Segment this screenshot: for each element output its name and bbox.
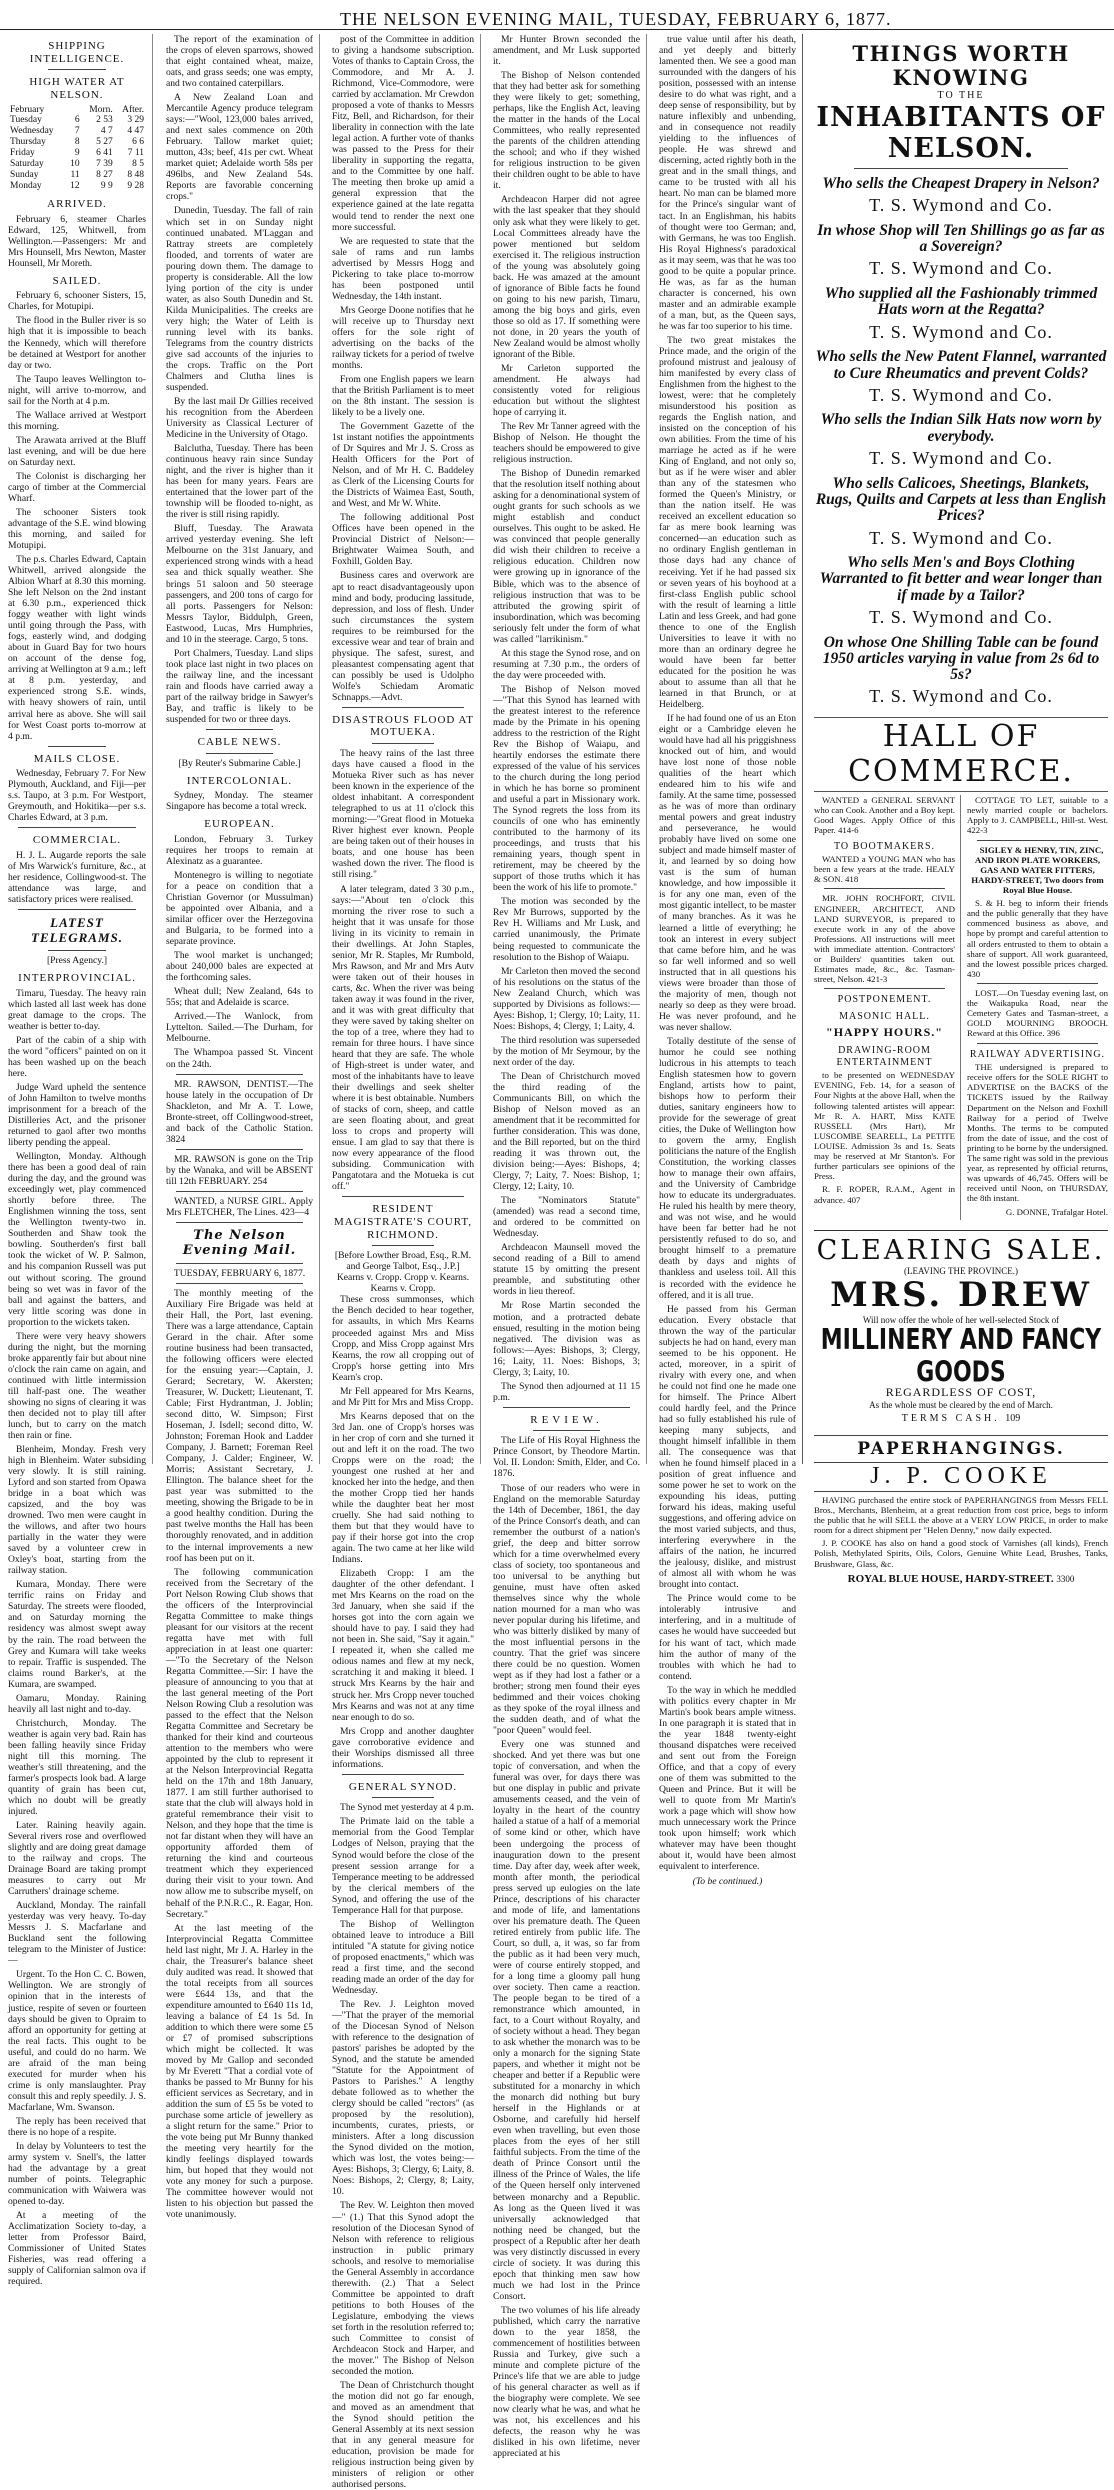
masonic-hall-heading: MASONIC HALL. xyxy=(839,1010,930,1022)
review-paragraph: The two volumes of his life already published, which carry the narrative down to the year 1858, the commencement of hostilities between Russia and Turkey, give such a minute and complete picture of the Prince's life that we are able to judge of his general character as well as if the biography were complete. We see now clearly what he was, and what he was not, his excellences and his defects, the reason why he was disliked in his own lifetime, never appreciated at his xyxy=(493,2304,640,2460)
tide-table xyxy=(8,105,146,192)
synod-paragraph: At this stage the Synod rose, and on resuming at 7.30 p.m., the orders of the day were proceeded with. xyxy=(493,647,640,681)
court-paragraph: Mr Fell appeared for Mrs Kearns, and Mr Pitt for Mrs and Miss Cropp. xyxy=(332,1385,474,1408)
arrived-heading: ARRIVED. xyxy=(47,197,107,210)
things-worth-knowing-heading: THINGS WORTH KNOWING xyxy=(852,41,1070,91)
ad-answer: T. S. Wymond and Co. xyxy=(869,527,1053,548)
shipping-paragraph: The Taupo leaves Wellington to-night, will arrive to-morrow, and sail for the North at 4 p.m. xyxy=(8,373,146,407)
article-paragraph: A New Zealand Loan and Mercantile Agency produce telegram says:—"Wool, 123,000 bales arrived, and next sales commence on 20th February. Tallow market quiet; mutton, 43s; beef, 41s per cwt. Wheat market quiet; Adelaide worth 58s per 496lbs, and New Zealand 54s. Reports are favorable concerning crops." xyxy=(166,92,313,203)
telegram-paragraph: The reply has been received that there is no hope of a respite. xyxy=(8,2115,146,2138)
drawing-room-heading: DRAWING-ROOM ENTERTAINMENT xyxy=(836,1045,933,1068)
synod-heading: GENERAL SYNOD. xyxy=(348,1780,458,1793)
european-paragraph: The Whampoa passed St. Vincent on the 24th. xyxy=(166,1047,313,1070)
shipping-paragraph: The p.s. Charles Edward, Captain Whitwell, arrived alongside the Albion Wharf at 8.30 this morning. She left Nelson on the 2nd instant at 6.30 p.m., experienced thick foggy weather with light winds until going through the Pass, with fogs, easterly wind, and dodging about in Guard Bay for two hours on account of the dense fog, arriving at Wellington at 9 a.m.; left at 8 p.m. yesterday, and experienced strong S.E. winds, with heavy showers of rain, until arrival here as above. She will sail for West Coast ports to-morrow at 4 p.m. xyxy=(8,554,146,742)
telegram-paragraph: Wellington, Monday. Although there has been a good deal of rain during the day, and the ground was exceedingly wet, play commenced shortly before three. The Englishmen winning the toss, sent the Wellington twenty-two in. Southerden and Shaw took the bowling. Southerden's first ball took the wicket of W. P. Salmon, and his companion Russell was put out without scoring. The ground being so wet was in favor of the ball and against the batters, and very little scoring was done in proportion to the wickets taken. xyxy=(8,1151,146,1328)
mails-heading: MAILS CLOSE. xyxy=(33,752,121,765)
ads-left xyxy=(814,795,961,1220)
press-agency: [Press Agency.] xyxy=(46,955,108,967)
classified-ad: MR. RAWSON, DENTIST.—The house lately in the occupation of Dr Shackleton, and Mr A. T. Lowe, Bronte-street, off Collingwood-street, and back of the Catholic Station. 3824 xyxy=(166,1078,313,1145)
commercial-heading: COMMERCIAL. xyxy=(32,834,122,847)
european-paragraph: Wheat dull; New Zealand, 64s to 55s; that and Adelaide is scarce. xyxy=(166,986,313,1009)
telegram-paragraph: Auckland, Monday. The rainfall yesterday was very heavy. To-day Messrs J. S. Macfarlane and Buckland sent the following telegram to the Minister of Justice:— xyxy=(8,1900,146,1967)
review-paragraph: Those of our readers who were in England on the memorable Saturday the 14th of December, 1861, the day of the Prince Consort's death, and can remember the outburst of a nation's grief, the deep and bitter sorrow which for a time overwhelmed every class of society, too spontaneous and too universal to be anything but genuine, must have often asked themselves since why the whole nation mourned for a man who was never popular during his lifetime, and who was bitterly disliked by many of the most influential persons in the country. That the grief was sincere there could be no question. Women wept as if they had lost a father or a brother; strong men found their eyes bedimmed and their voices choking as they spoke of the royal illness and the sudden death, and of what the "poor Queen" would feel. xyxy=(493,1482,640,1737)
classified-ad: WANTED a GENERAL SERVANT who can Cook. Another and a Boy kept. Good Wages. Apply Office of this Paper. 414-6 xyxy=(814,795,955,836)
editorial-paragraph: At the last meeting of the Interprovincial Regatta Committee held last night, Mr J. A. Harley in the chair, the Treasurer's balance sheet duly audited was read. It showed that the total receipts from all sources were £644 13s, and that the expenditure amounted to £640 11s 1d, leaving a balance of £4 1s 5d. In addition to which there were some £5 or £7 of promised subscriptions which might be collected. It was moved by Mr Gallop and seconded by Mr Everett "That a cordial vote of thanks be passed to Mr Bunny for his efficient services as Secretary, and in addition the sum of £5 5s be voted to purchase some article of jewellery as a slight return for the same." Prior to the vote being put Mr Bunny thanked the meeting very heartily for the kindly feelings displayed towards him, but hoped that they would not vote any money for such a purpose. The committee however would not listen to his objection but passed the vote unanimously. xyxy=(166,1922,313,2221)
synod-paragraph: Mr Carleton supported the amendment. He always had consistently voted for religious education but without the slightest hope of carrying it. xyxy=(493,362,640,419)
classified-ad: MR. JOHN ROCHFORT, CIVIL ENGINEER, ARCHITECT, AND LAND SURVEYOR, is prepared to execute work in any of the above Professions. All instructions will meet with immediate attention. Contractors' or Builders' quantities taken out. Estimates made, &c., &c. Tasman-street, Nelson. 421-3 xyxy=(814,893,955,985)
synod-paragraph: The Dean of Christchurch moved the third reading of the Communicants Bill, on which the Bishop of Nelson moved as an amendment that it be recommitted for further consideration. This was done, and the Bill reported, but on the third reading it was thrown out, the division being:—Ayes: Bishops, 4; Clergy, 7; Laity, 7. Noes: Bishop, 1; Clergy, 12; Laity, 10. xyxy=(493,1070,640,1193)
tide-row: Tuesday 6 2 53 3 29 xyxy=(10,115,144,126)
classified-ad: COTTAGE TO LET, suitable to a newly married couple or bachelors. Apply to J. CAMPBELL, Hill-st. West. 422-3 xyxy=(967,795,1108,836)
synod-paragraph: The third resolution was superseded by the motion of Mr Seymour, by the next order of the day. xyxy=(493,1034,640,1068)
tide-header-row xyxy=(8,105,146,116)
to-be-continued: (To be continued.) xyxy=(692,1876,763,1888)
tide-row: Monday 12 9 9 9 28 xyxy=(10,181,144,192)
tide-row: Saturday 10 7 39 8 5 xyxy=(10,159,144,170)
high-water-heading: HIGH WATER AT NELSON. xyxy=(29,76,125,101)
article-paragraph: We are requested to state that the sale of rams and run lambs advertised by Messrs Hogg and Pickering to take place to-morrow has been postponed until Wednesday, the 14th instant. xyxy=(332,235,474,302)
cable-agency: [By Reuter's Submarine Cable.] xyxy=(178,757,301,769)
synod-paragraph: Mr Carleton then moved the second of his resolutions on the status of the New Zealand Church, which was supported by Divisions as follows:—Ayes: Bishop, 1; Clergy, 10; Laity, 11. Noes: Bishops, 4; Clergy, 1; Laity, 4. xyxy=(493,965,640,1032)
review-paragraph: Every one was stunned and shocked. And yet there was but one topic of conversation, and when the funeral was over, for days there was but one display in public and private amusements ceased, and the vein of loyalty in the heart of the country hailed a statue of a half of a memorial of some kind or other, which have been undergoing the process of inauguration down to the present time. Day after day, week after week, month after month, the periodical press served up eulogies on the late Prince, descriptions of his character and mode of life, and lamentations over his premature death. The Queen retired entirely from public life. The Court, so dull, a, it was, so far from the public as it had been very much, were of course entirely stopped, and for a long time a gloomy pall hung over society. Then came a reaction. The people began to be tired of a remonstrance which amounted, in fact, to a Court without Royalty, and of society without a head. They began to ask whether the monarch was to be only a monarch for the signing State papers, and whether it might not be cheaper and better if a Republic were substituted for a monarchy in which the monarch did nothing but bury herself in the Highlands or at Osborne, and carefully hid herself even when travelling, but even those places from the eyes of her still faithful subjects. From the time of the death of Prince Consort until the illness of the Prince of Wales, the life of the Queen herself only intervened between monarchy and a Republic. As long as the Queen lived it was universally acknowledged that nothing need be changed, but the prospect of a Republic after her death was very distinctly discussed in every circle of society. It was during this epoch that thinking men saw how much we had lost in the Prince Consort. xyxy=(493,1739,640,2302)
article-paragraph: Balclutha, Tuesday. There has been continuous heavy rain since Sunday night, and the river is higher than it has been for many years. Fears are entertained that the lower part of the township will be flooded to-night, as the river is still rising rapidly. xyxy=(166,443,313,521)
telegrams-heading: LATEST TELEGRAMS. xyxy=(31,915,123,946)
railway-signature: G. DONNE, Trafalgar Hotel. xyxy=(1005,1206,1108,1217)
ad-answer: T. S. Wymond and Co. xyxy=(869,384,1053,405)
drawing-room-agent: R. F. ROPER, R.A.M., Agent in advance. 407 xyxy=(814,1184,955,1205)
tide-row: Thursday 8 5 27 6 6 xyxy=(10,137,144,148)
ad-answer: T. S. Wymond and Co. xyxy=(869,195,1053,216)
european-paragraph: Arrived.—The Wanlock, from Lyttelton. Sailed.—The Durham, for Melbourne. xyxy=(166,1011,313,1045)
cooke-heading: J. P. COOKE xyxy=(814,1462,1108,1492)
classified-ad: WANTED a YOUNG MAN who has been a few years at the trade. HEALY & SON. 418 xyxy=(814,854,955,885)
column-1 xyxy=(8,34,153,2288)
millinery-heading: MILLINERY AND FANCY GOODS xyxy=(820,1323,1102,1390)
synod-paragraph: Archdeacon Harper did not agree with the last speaker that they should only ask what they were likely to get. Local Committees already have the power mentioned but seldom exercised it. The religious instruction of the young was absolutely going back. He was amazed at the amount of ignorance of Bible facts he found on going to his new parish, Timaru, among the big boys and girls, even those so old as 17. If something were not done, in 20 years the youth of New Zealand would be almost wholly ignorant of the Bible. xyxy=(493,194,640,360)
article-paragraph: Port Chalmers, Tuesday. Land slips took place last night in two places on the railway line, and the incessant rain and floods have carried away a part of the railway bridge in Sawyer's Bay, and traffic is likely to be suspended for two or three days. xyxy=(166,647,313,725)
tide-row: Sunday 11 8 27 8 48 xyxy=(10,170,144,181)
synod-paragraph: The Synod then adjourned at 11 15 p.m. xyxy=(493,1380,640,1403)
ad-number: 423—4 xyxy=(280,1206,310,1218)
synod-paragraph: The Bishop of Wellington obtained leave to introduce a Bill intituled "A statute for giving notice of proposed enactments," which was read a first time, and the second reading made an order of the day for Wednesday. xyxy=(332,1918,474,1996)
article-paragraph: Bluff, Tuesday. The Arawata arrived yesterday evening. She left Melbourne on the 31st January, and experienced strong winds with a head sea and thick squally weather. She brings 51 saloon and 50 steerage passengers, and 200 tons of cargo for all ports. Passengers for Nelson: Messrs Taylor, Biddulph, Green, Eastwood, Lucas, Mrs Humphries, and 10 in the steerage. Cargo, 5 tons. xyxy=(166,523,313,645)
european-paragraph: London, February 3. Turkey requires her troops to remain at Alexinatz as a guarantee. xyxy=(166,833,313,867)
article-paragraph: Business cares and overwork are apt to react disadvantageously upon mind and body, producing lassitude, depression, and loss of flesh. Under such circumstances the system requires to be reimbursed for the excessive wear and tear of brain and physique. The safest, surest, and pleasantest compensating agent that can possibly be used is Udolpho Wolfe's Schiedam Aromatic Schnapps.—Advt. xyxy=(332,570,474,703)
column-3 xyxy=(326,34,481,2490)
review-paragraph: He passed from his German education. Every obstacle that thrown the way of the particular subjects he had on hand, every man seemed to be his opponent. He acted, moreover, in a spirit of rivalry with every one, and when he could not find one he made one for himself. The Prince Albert could hardly feel, and the Prince had so fully established his rule of keeping many subjects, and thought himself infallible in them all. The consequence was that when he found himself placed in a position of great influence and some power he set to work on the expounding his ideas, putting forward his ideas, making useful suggestions, and offering advice on the most varied subjects, and thus, interfering everywhere in the affairs of the nation, he incurred the jealousy, dislike, and mistrust of almost all with whom he was brought into contact. xyxy=(659,1303,796,1591)
newspaper-title: THE NELSON EVENING MAIL, TUESDAY, FEBRUARY 6, 1877. xyxy=(340,9,892,29)
railway-heading: RAILWAY ADVERTISING. xyxy=(969,1048,1106,1060)
royal-blue-house: ROYAL BLUE HOUSE, HARDY-STREET. 3300 xyxy=(847,1572,1075,1585)
telegram-paragraph: Kumara, Monday. There were terrific rains on Friday and Saturday. The streets were flooded, and on Saturday morning the residency was almost swept away by the rain. The road between the Grey and Kumara will take weeks to repair. Traffic is suspended. The claims round Barker's, at the Kumara, are swamped. xyxy=(8,1579,146,1690)
tide-row: Wednesday 7 4 7 4 47 xyxy=(10,126,144,137)
review-paragraph: Totally destitute of the sense of humor he could see nothing ludicrous in his attempts to teach English statesmen how to govern England, artists how to paint, bishops how to perform their duties, sanitary engineers how to provide for the sewerage of great cities, the Duke of Wellington how to govern the army, English politicians the nature of the English Constitution, the working classes how to manage their own affairs, and the University of Cambridge how to educate its undergraduates. He ruled his health by mere theory, and was not wise, and he would have been far better had he not persistently refused to do so, and brought himself to a premature death by days and nights of thankless and useless toil. All this is recorded with the evidence he offered, and it is all true. xyxy=(659,1035,796,1301)
ad-number: 3824 xyxy=(166,1133,186,1145)
column-4 xyxy=(487,34,647,2460)
ad-question: In whose Shop will Ten Shillings go as far as a Sovereign? xyxy=(817,221,1105,256)
synod-paragraph: The Rev. J. Leighton moved—"That the prayer of the memorial of the Diocesan Synod of Nelson with reference to the designation of pastors' parishes be adopted by the Synod, and the statute be amended "Statute for the Appointment of Pastors to Parishes." A lengthy debate followed as to whether the clergy should be called "rectors" (as proposed by the resolution), incumbents, curates, priests, or ministers. After a long discussion the Synod divided on the motion, which was lost, the votes being:—Ayes: Bishops, 3; Clergy, 6; Laity, 8. Noes: Bishops, 2; Clergy, 8; Laity, 10. xyxy=(332,1998,474,2198)
synod-paragraph: Mr Rose Martin seconded the motion, and a protracted debate ensued, resulting in the motion being negatived. The division was as follows:—Ayes: Bishops, 3; Clergy, 16; Laity, 11. Noes: Bishops, 3; Clergy, 3; Laity, 10. xyxy=(493,1300,640,1378)
flood-heading: DISASTROUS FLOOD AT MOTUEKA. xyxy=(332,713,474,739)
cleared-text: As the whole must be cleared by the end of March. xyxy=(869,1399,1053,1410)
synod-paragraph: The Primate laid on the table a memorial from the Good Templar Lodges of Nelson, praying that the Synod would before the close of the present session arrange for a Temperance meeting to be addressed by the clerical members of the Synod, and offering the use of the Temperance Hall for that purpose. xyxy=(332,1816,474,1916)
telegram-paragraph: Part of the cabin of a ship with the word "officers" painted on on it has been washed up on the beach here. xyxy=(8,1034,146,1079)
court-paragraph: Elizabeth Cropp: I am the daughter of the other defendant. I met Mrs Kearns on the road on the 3rd January, when she said if the horses got into the corn again we should have to pay. I said they had not been in. She said, "Say it again." I repeated it, when she called me odious names and flew at my neck, scratching it and making it bleed. I struck Mrs Kearns by the hair and struck her. Mrs Cropp never touched Mrs Kearns and was not at any time near enough to do so. xyxy=(332,1568,474,1723)
article-paragraph: From one English papers we learn that the British Parliament is to meet on the 8th instant. The session is likely to be a lively one. xyxy=(332,373,474,419)
ad-question: Who sells the Indian Silk Hats now worn by everybody. xyxy=(820,411,1102,445)
tide-header: After. xyxy=(122,104,144,115)
column-2 xyxy=(160,34,320,2221)
drawing-room-text: to be presented on WEDNESDAY EVENING, Feb. 14, for a season of Four Nights at the above Hall, when the following talented artistes will appear: Mr R. A. HART, Miss KATE RUSSELL (Mrs Hart), Mr LUSCOMBE SEARELL, La PETITE LOUISE. Admission 3s and 1s. Seats may be reserved at Mr Stanton's. For further particulars see opinions of the Press. xyxy=(814,1070,955,1182)
telegram-paragraph: Blenheim, Monday. Fresh very high in Blenheim. Water subsiding very slowly. It is still raining. Lyford and son started from Opawa bridge in a boat which was capsized, and the boy was drowned. Two men were caught in the willows, and after two hours partially in the water they were saved by a volunteer crew in Oxley's boat, starting from the railway station. xyxy=(8,1443,146,1577)
synod-paragraph: The Synod met yesterday at 4 p.m. xyxy=(340,1802,474,1814)
terms-cash: TERMS CASH. 109 xyxy=(901,1413,1021,1425)
postponement-heading: POSTPONEMENT. xyxy=(837,994,932,1006)
ad-number: 254 xyxy=(252,1175,268,1187)
review-paragraph: The two great mistakes the Prince made, and the origin of the profound mistrust and jealousy of him manifested by every class of Englishmen from the highest to the lowest, were: that he completely misunderstood his position as regards the English nation, and insisted on the conception of his own abilities. From the time of his marriage he acted as if he were King of England, and not only so, but as if he were wiser and abler than any of the statesmen who formed the Queen's Ministry, or than the nation itself. He was received an excellent education so far as mere book learning was concerned—an education such as no ordinary English gentleman in those days had any chance of receiving. Yet if he had passed six or seven years of his boyhood at a first-class English public school with the result of learning a little Latin and less Greek, and had gone thence to one of the English Universities to leave it with no more than an ordinary degree he would have been far better educated for the position he was about to assume than all that he learned in that Brunch, or at Heidelberg. xyxy=(659,334,796,710)
article-paragraph: By the last mail Dr Gillies received his recognition from the Aberdeen University as Classical Lecturer of Medicine in the University of Otago. xyxy=(166,396,313,441)
shipping-paragraph: The Colonist is discharging her cargo of timber at the Commercial Wharf. xyxy=(8,470,146,504)
bootmakers-heading: TO BOOTMAKERS. xyxy=(833,840,936,852)
tide-header: February xyxy=(10,104,45,115)
telegram-paragraph: There were very heavy showers during the night, but the morning broke apparently fair but about nine o'clock the rain came on again, and continued with little intermission till half-past one. The weather showing no signs of clearing it was then decided not to play till after lunch, but to carry on the match then rain or fine. xyxy=(8,1330,146,1441)
regardless-of-cost: REGARDLESS OF COST, xyxy=(885,1385,1037,1400)
telegram-paragraph: Christchurch, Monday. The weather is again very bad. Rain has been falling heavily since Friday night till this morning. The weather's still threatening, and the farmer's prospects look bad. A large quantity of grain has been cut, which no doubt will be greatly injured. xyxy=(8,1717,146,1817)
european-paragraph: Montenegro is willing to negotiate for a peace on condition that a Christian Governor (or Mussulman) be appointed over Albania, and a similar officer over the Herzegovina and Bulgaria, to be formed into a separate province. xyxy=(166,870,313,948)
court-paragraph: These cross summonses, which the Bench decided to hear together, for assaults, in which Mrs Kearns proceeded against Mrs and Miss Cropp, and Miss Cropp against Mrs Kearns, the row all cropping out of Cropp's horse getting into Mrs Kearn's crop. xyxy=(332,1294,474,1383)
court-heading: RESIDENT MAGISTRATE'S COURT, RICHMOND. xyxy=(333,1203,473,1241)
classified-ad: LOST.—On Tuesday evening last, on the Waikapuka Road, near the Cemetery Gates and Tasman-street, a GOLD MOURNING BROOCH. Reward at this Office. 396 xyxy=(967,988,1108,1039)
interprovincial-heading: INTERPROVINCIAL. xyxy=(18,972,136,985)
classified-ad: S. & H. beg to inform their friends and the public generally that they have commenced business as above, and hope by prompt and careful attention to all orders entrusted to them to obtain a share of support. All work guaranteed, and the lowest possible prices charged. 430 xyxy=(967,898,1108,979)
review-paragraph: true value until after his death, and yet deeply and bitterly lamented then. We see a good man surrounded with the dangers of his position, possessed with an intense desire to do what was right, and a deep sense of responsibility, but by nature inflexibly and unbending, and in consequence not readily yielding to the influences of people. He was shrewd and discerning, acted rightly both in the great and in the small things, and came to be trusted with all his heart. No man can be blamed more for the Prince's singular want of tact. In an Englishman, his habits of thought were too German; and, with Germans, he was too English. His Royal Highness's paradoxical as it may seem, was that he was too good to be quite a popular prince. He was, as far as the human character is concerned, his own master and an admirable example of a man, but, as the Queen says, he was far too superior to his time. xyxy=(659,34,796,332)
article-paragraph: Dunedin, Tuesday. The fall of rain which set in on Sunday night continued unabated. M'Laggan and Rattray streets are completely flooded, and torrents of water are pouring down them. The damage to property is considerable. All the low lying portion of the city is under water, as also South Dunedin and St. Kilda Municipalities. The creeks are very high; the Water of Leith is running level with its banks. Telegrams from the country districts give sad accounts of the injuries to the crops. Traffic on the Port Chalmers and Clutha lines is suspended. xyxy=(166,205,313,393)
ad-question: Who sells Calicoes, Sheetings, Blankets, Rugs, Quilts and Carpets at less than English Prices? xyxy=(815,474,1107,525)
synod-paragraph: The motion was seconded by the Rev Mr Burrows, supported by the Rev H. Williams and Mr Lusk, and carried unanimously, the Primate being requested to communicate the resolution to the Bishop of Waiapu. xyxy=(493,896,640,963)
ad-answer: T. S. Wymond and Co. xyxy=(869,606,1053,627)
paperhangings-heading: PAPERHANGINGS. xyxy=(814,1435,1108,1460)
review-paragraph: To the way in which he meddled with politics every chapter in Mr Martin's book bears ample witness. In one paragraph it is stated that in the year 1848 twenty-eight thousand dispatches were received and sent out from the Foreign Office, and that a copy of every one of them was submitted to the Queen and Prince. But it will be well to quote from Mr Martin's work a page which will show how much unnecessary work the Prince took upon himself; work which whatever may have been thought about it, would have been almost equivalent to interference. xyxy=(659,1684,796,1873)
ad-number: 109 xyxy=(1005,1413,1021,1425)
leaving-province: (LEAVING THE PROVINCE.) xyxy=(904,1265,1018,1276)
shipping-paragraph: The Arawata arrived at the Bluff last evening, and will be due here on Saturday next. xyxy=(8,434,146,468)
european-heading: EUROPEAN. xyxy=(204,818,275,831)
telegram-paragraph: Timaru, Tuesday. The heavy rain which lasted all last week has done great damage to the crops. The weather is better to-day. xyxy=(8,987,146,1032)
court-subheading: [Before Lowther Broad, Esq., R.M. and George Talbot, Esq., J.P.] xyxy=(334,1250,472,1273)
arrived-text: February 6, steamer Charles Edward, 125, Whitwell, from Wellington.—Passengers: Mr and Mrs Hounsell, Mrs Newton, Master Hounsell, Mr Moreth. xyxy=(8,213,146,269)
sigley-henry-ad: SIGLEY & HENRY, TIN, ZINC, AND IRON PLATE WORKERS, GAS AND WATER FITTERS, HARDY-STREET, Two doors from Royal Blue House. xyxy=(971,844,1104,896)
telegram-paragraph: Later. Raining heavily again. Several rivers rose and overflowed slightly and are doing great damage to the railway and crops. The Drainage Board are taking prompt measures to carry out Mr Carruthers' drainage scheme. xyxy=(8,1820,146,1898)
ad-answer: T. S. Wymond and Co. xyxy=(869,448,1053,469)
telegram-paragraph: At a meeting of the Acclimatization Society to-day, a letter from Professor Baird, Commissioner of United States Fisheries, was read offering a supply of Californian salmon ova if required. xyxy=(8,2210,146,2288)
happy-hours-heading: "HAPPY HOURS." xyxy=(826,1025,943,1040)
telegram-paragraph: Oamaru, Monday. Raining heavily all last night and to-day. xyxy=(8,1692,146,1715)
editorial-paragraph: The monthly meeting of the Auxiliary Fire Brigade was held at their Hall, the Port, last evening. There was a large attendance, Captain Gerard in the chair. After some routine business had been transacted, the following officers were elected for the ensuing year:—Captain, J. Gerard; Secretary, W. Akersten; Treasurer, W. Duckett; Lieutenant, T. Cable; First Hydrantman, J. Joblin; second ditto, W. Simpson; First Hoseman, J. Isdell; second ditto, W. Johnston; Foreman Hook and Ladder Company, J. Barnett; Foreman Reel Company, J. Calder; Engineer, W. Morris; Assistant Secretary, J. Ellington. The balance sheet for the past year was submitted to the meeting, showing the Brigade to be in a good healthy condition. During the past twelve months the Hall has been thoroughly renovated, and in addition to the internal improvements a new roof has been put on it. xyxy=(166,1287,313,1564)
hall-of-commerce-heading: HALL OF COMMERCE. xyxy=(814,717,1108,792)
ads-right xyxy=(967,795,1108,1220)
article-paragraph: The report of the examination of the crops of eleven sparrows, showed that eight contained wheat, maize, oats, and grass seeds; one was empty, and two contained caterpillars. xyxy=(166,34,313,90)
sailed-text: February 6, schooner Sisters, 15, Charles, for Motupipi. xyxy=(8,290,146,313)
court-paragraph: Mrs Cropp and another daughter gave corroborative evidence and their Worships dismissed all three informations. xyxy=(332,1725,474,1770)
paper-date: TUESDAY, FEBRUARY 6, 1877. xyxy=(173,1267,306,1279)
synod-paragraph: The Rev. W. Leighton then moved—" (1.) That this Synod adopt the resolution of the Diocesan Synod of Nelson with reference to religious instruction in public primary schools, and resolve to memorialise the General Assembly in accordance therewith. (2.) That a Select Committee be appointed to draft petitions to both Houses of the Legislature, embodying the views set forth in the resolution referred to; such Committee to consist of Archdeacon Stock and Harper, and the mover." The Bishop of Nelson seconded the motion. xyxy=(332,2200,474,2377)
article-paragraph: The following additional Post Offices have been opened in the Provincial District of Nelson:—Brightwater Waimea South, and Foxhill, Golden Bay. xyxy=(332,512,474,568)
synod-paragraph: Archdeacon Maunsell moved the second reading of a Bill to amend statute 15 by omitting the present preamble, and substituting other words in lieu thereof. xyxy=(493,1242,640,1298)
review-paragraph: If he had found one of us an Eton eight or a Cambridge eleven he would have had all his priggishness knocked out of him, and would have lost none of those noble qualities of the heart which endeared him to his wife and family. At the same time, possessed as he was of more than ordinary mental powers and great industry and perseverance, he would probably have lived on some one subject and made himself master of it, and learned by so doing how vast is the sum of human knowledge, and how impossible it is for any one man, even of the most gigantic intellect, to be master of many branches. As it was he learned a little of everything; he took an interest in every subject that came before him, and he was so far well informed and so well instructed that in all questions his views were broader than those of the majority of men, though not nearly so deep as they were broad. He was never profound, and he was never shallow. xyxy=(659,712,796,1033)
intercolonial-heading: INTERCOLONIAL. xyxy=(186,774,293,787)
clearing-sale-heading: CLEARING SALE. xyxy=(814,1230,1108,1266)
to-the-label: TO THE xyxy=(937,90,985,102)
synod-paragraph: The Rev Mr Tanner agreed with the Bishop of Nelson. He thought the teachers should be empowered to give religious instruction. xyxy=(493,421,640,466)
shipping-paragraph: The flood in the Buller river is so high that it is impossible to beach the Kennedy, which will therefore be detained at Westport for another day or two. xyxy=(8,315,146,371)
ad-question: Who sells the Cheapest Drapery in Nelson? xyxy=(822,174,1100,192)
two-column-ads xyxy=(814,795,1108,1220)
flood-paragraph: The heavy rains of the last three days have caused a flood in the Motueka River such as has never been known in the experience of the oldest inhabitant. A correspondent telegraphed to us at 11 o'clock this morning:—"Great flood in Motueka River highest ever known. People are being taken out of their houses in boats, and one house has been washed down the river. The flood is still rising." xyxy=(332,748,474,881)
synod-paragraph: The Bishop of Dunedin remarked that the resolution itself nothing about asking for a denominational system of ought grants for such schools as we might establish and conduct ourselves. This ought to be asked. He was convinced that people generally did wish their children to receive a religious education. Children now were growing up in ignorance of the Bible, which was to the absence of religious instruction that was to be attributed the growing spirit of insubordination, which was becoming seriously felt under the form of what was called "larrikinism." xyxy=(493,468,640,645)
tide-header: Morn. xyxy=(89,104,113,115)
mails-text: Wednesday, February 7. For New Plymouth, Auckland, and Fiji—per s.s. Taupo, at 3 p.m. For Westport, Greymouth, and Hokitika—per s.s. Charles Edward, at 3 p.m. xyxy=(8,768,146,824)
ad-question: On whose One Shilling Table can be found 1950 articles varying in value from 2s 6d to 5s? xyxy=(822,633,1100,684)
synod-paragraph: Mr Hunter Brown seconded the amendment, and Mr Lusk supported it. xyxy=(493,34,640,68)
ad-number: 3300 xyxy=(1056,1573,1075,1584)
article-paragraph: post of the Committee in addition to giving a handsome subscription. Votes of thanks to Captain Cross, the Commodore, and Mr A. J. Richmond, Vice-Commodore, were carried by acclamation. Mr Crewdon proposed a vote of thanks to Messrs Fitz, Bell, and Richardson, for their liberality in connection with the late legal action. A further vote of thanks was passed to the Press for their liberality in supporting the regatta, and to the Committee by one half. The meeting then broke up amid a general expression that the experience gained at the late regatta would tend to render the next one more successful. xyxy=(332,34,474,233)
cooke-text-2: J. P. COOKE has also on hand a good stock of Varnishes (all kinds), French Polish, Methylated Spirits, Oils, Colors, Genuine White Lead, Brushes, Tanks, Brushware, Glass, &c. xyxy=(814,1538,1108,1569)
court-case: Kearns v. Cropp. Cropp v. Kearns. Kearns v. Cropp. xyxy=(336,1272,470,1295)
inhabitants-heading: INHABITANTS OF NELSON. xyxy=(816,101,1106,164)
ad-answer: T. S. Wymond and Co. xyxy=(869,686,1053,707)
telegram-paragraph: In delay by Volunteers to test the army system v. Snell's, the latter had the advantage by a great number of points. Telegraphic communication with Waiwera was opened to-day. xyxy=(8,2140,146,2208)
ad-question: Who supplied all the Fashionably trimmed Hats worn at the Regatta? xyxy=(824,285,1098,319)
railway-text: THE undersigned is prepared to receive offers for the SOLE RIGHT to ADVERTISE on the BACKS of the TICKETS issued by the Railway Department on the Nelson and Foxhill Railway for a period of Twelve Months. The terms to be computed from the date of issue, and the cost of printing to be borne by the undersigned. The same right was sold in the previous year, as represented by official returns, was upwards of 46,745. Offers will be received until Noon, on THURSDAY, the 8th instant. xyxy=(967,1062,1108,1204)
advertisements-column xyxy=(808,34,1108,1585)
telegram-paragraph: Urgent. To the Hon C. C. Bowen, Wellington. We are strongly of opinion that in the interests of justice, respite of seven or fourteen days should be given to Opraim to afford an opportunity for getting at the real facts. This ought to be useful, and could do no harm. We are afraid of the man being executed for murder when his crime is only manslaughter. Pray consult this and reply speedily. J. S. Macfarlane, Wm. Swanson. xyxy=(8,1969,146,2113)
editorial-paragraph: The following communication received from the Secretary of the Port Nelson Rowing Club shows that the officers of the Interprovincial Regatta Committee to make things pleasant for our visitors at the recent regatta have met with full appreciation in at least one quarter:—"To the Secretary of the Nelson Regatta Committee.—Sir: I have the pleasure of announcing to you that at the last general meeting of the Port Nelson Rowing Club a resolution was passed to the effect that the Nelson Regatta Committee and Secretary be thanked for their kind and courteous attention to the members who were appointed by the club to represent it at the Nelson Interprovincial Regatta held on the 17th and 18th January, 1877. I am still further authorised to state that the club will always hold in grateful remembrance their visit to Nelson, and they hope that the time is not far distant when they will have an opportunity afforded them of returning the kind and courteous treatment which they experienced during their visit to your town. And now allow me to subscribe myself, on behalf of the P.N.R.C., R. Eagar, Hon. Secretary." xyxy=(166,1566,313,1920)
synod-paragraph: The "Nominators Statute" (amended) was read a second time, and ordered to be committed on Wednesday. xyxy=(493,1195,640,1240)
flood-paragraph: A later telegram, dated 3 30 p.m., says:—"About ten o'clock this morning the river rose to such a height that it was unsafe for those living in its vicinity to remain in their dwellings. At John Staples, senior, Mr R. Staples, Mr Rumbold, Mrs Rawson, and Mr and Mrs Autv were taken out of their houses in carts, &c. When the river was being taken away it was found in the river, and it was with great difficulty that they were saved by taking shelter on the top of a tree, where they had to remain for three hours. I have since heard that they are safe. The whole of High-street is under water, and most of the inhabitants have to leave their dwellings and seek shelter where it is best obtainable. Numbers of stacks of corn, sheep, and cattle are seen floating about, and great loss to crops and property will ensue. I am glad to say that there is now every appearance of the flood subsiding. Communication with Pangatotara and the Motueka is cut off." xyxy=(332,883,474,1193)
column-5 xyxy=(653,34,803,1888)
ad-answer: T. S. Wymond and Co. xyxy=(869,321,1053,342)
review-subheading: The Life of His Royal Highness the Prince Consort, by Theodore Martin. Vol. II. London: Smith, Elder, and Co. 1876. xyxy=(493,1435,640,1480)
court-paragraph: Mrs Kearns deposed that on the 3rd Jan. one of Cropp's horses was in her crop of corn and she turned it out and left it on the road. The two Cropps were on the road; the youngest one rushed at her and knocked her into the hedge, and then the mother Cropp tied her hands while the daughter beat her most cruelly. She had said nothing to them but that they would have to pay if their horse got into the crop again. The two came at her like wild Indians. xyxy=(332,1410,474,1566)
review-heading: REVIEW. xyxy=(530,1413,603,1426)
european-paragraph: The wool market is unchanged; about 240,000 bales are expected at the forthcoming sales. xyxy=(166,950,313,984)
shipping-paragraph: The Wallace arrived at Westport this morning. xyxy=(8,409,146,432)
divider xyxy=(48,69,106,70)
shipping-paragraph: The schooner Sisters took advantage of the S.E. wind blowing this morning, and sailed for Motupipi. xyxy=(8,506,146,552)
cable-news-heading: CABLE NEWS. xyxy=(197,735,282,748)
synod-paragraph: The Bishop of Nelson moved—"That this Synod has learned with the greatest interest to the reference made by the Primate in his opening address to the restriction of the Right Rev the Bishop of Waiapu, and heartily endorses the estimate there expressed of the value of his services to the church during the long period in which he has borne so prominent and useful a part in Missionary work. The Synod regrets the loss from its councils of one who has eminently contributed to the harmony of its proceedings, and trusts that his remaining years, though spent in retirement, may be cheered by the support of those truths which it has been the work of his life to promote." xyxy=(493,683,640,894)
synod-paragraph: The Dean of Christchurch thought the motion did not go far enough, and moved as an amendment that the Synod should petition the General Assembly at its next session that in any general measure for education, provision be made for religious instruction being given by ministers of religion or other authorised persons. xyxy=(332,2379,474,2490)
review-paragraph: The Prince would come to be intolerably intrusive and interfering, and in a multitude of cases he would have succeeded but for his want of tact, which made him the author of many of the troubles with which he had to contend. xyxy=(659,1593,796,1682)
tide-row: Friday 9 6 41 7 11 xyxy=(10,148,144,159)
commercial-text: H. J. L. Augarde reports the sale of Mrs Warwick's furniture, &c., at her residence, Collingwood-st. The attendance was large, and satisfactory prices were realised. xyxy=(8,850,146,906)
ad-question: Who sells the New Patent Flannel, warranted to Cure Rheumatics and prevent Colds? xyxy=(815,348,1107,382)
sailed-heading: SAILED. xyxy=(52,274,102,287)
shipping-heading: SHIPPING INTELLIGENCE. xyxy=(29,40,125,65)
drew-offer-text: Will now offer the whole of her well-selected Stock of xyxy=(862,1315,1060,1326)
article-paragraph: Mrs George Doone notifies that he will receive up to Thursday next offers for the sole right of advertising on the backs of the railway tickets for a period of twelve months. xyxy=(332,304,474,371)
cooke-text: HAVING purchased the entire stock of PAPERHANGINGS from Messrs FELL Bros., Merchants, Blenheim, at a great reduction from cost price, begs to inform the public that he will SELL the above at a VERY LOW PRICE, in order to make room for a direct shipment per "Helen Denny," now daily expected. xyxy=(814,1494,1108,1536)
intercolonial-text: Sydney, Monday. The steamer Singapore has become a total wreck. xyxy=(166,790,313,813)
ad-answer: T. S. Wymond and Co. xyxy=(869,258,1053,279)
classified-ad: MR. RAWSON is gone on the Trip by the Wanaka, and will be ABSENT till 12th FEBRUARY. 254 xyxy=(166,1153,313,1187)
masthead xyxy=(0,0,1114,30)
mrs-drew-heading: MRS. DREW xyxy=(830,1275,1092,1316)
classified-ad: WANTED, a NURSE GIRL. Apply Mrs FLETCHER, The Lines. 423—4 xyxy=(166,1195,313,1218)
paper-title: The Nelson Evening Mail. xyxy=(182,1227,297,1258)
telegram-paragraph: Judge Ward upheld the sentence of John Hamilton to twelve months imprisonment for a breach of the Distilleries Act, and the prisoner returned to gaol after two months liberty pending the appeal. xyxy=(8,1081,146,1149)
ad-question: Who sells Men's and Boys Clothing Warranted to fit better and wear longer than if made by a Tailor? xyxy=(819,554,1103,604)
article-paragraph: The Government Gazette of the 1st instant notifies the appointments of Dr Squires and Mr J. S. Cross as Health Officers for the Port of Nelson, and of Mr H. C. Baddeley as Clerk of the Licensing Courts for the Districts of Waimea East, South, and West, and Mr W. White. xyxy=(332,421,474,510)
synod-paragraph: The Bishop of Nelson contended that they had better ask for something they were likely to get; something, perhaps, like the English Act, leaving the matter in the hands of the Local Committees, who really represented the parents of the children attending the school; and who if they wished for religious instruction to be given their children ought to be able to have it. xyxy=(493,70,640,192)
